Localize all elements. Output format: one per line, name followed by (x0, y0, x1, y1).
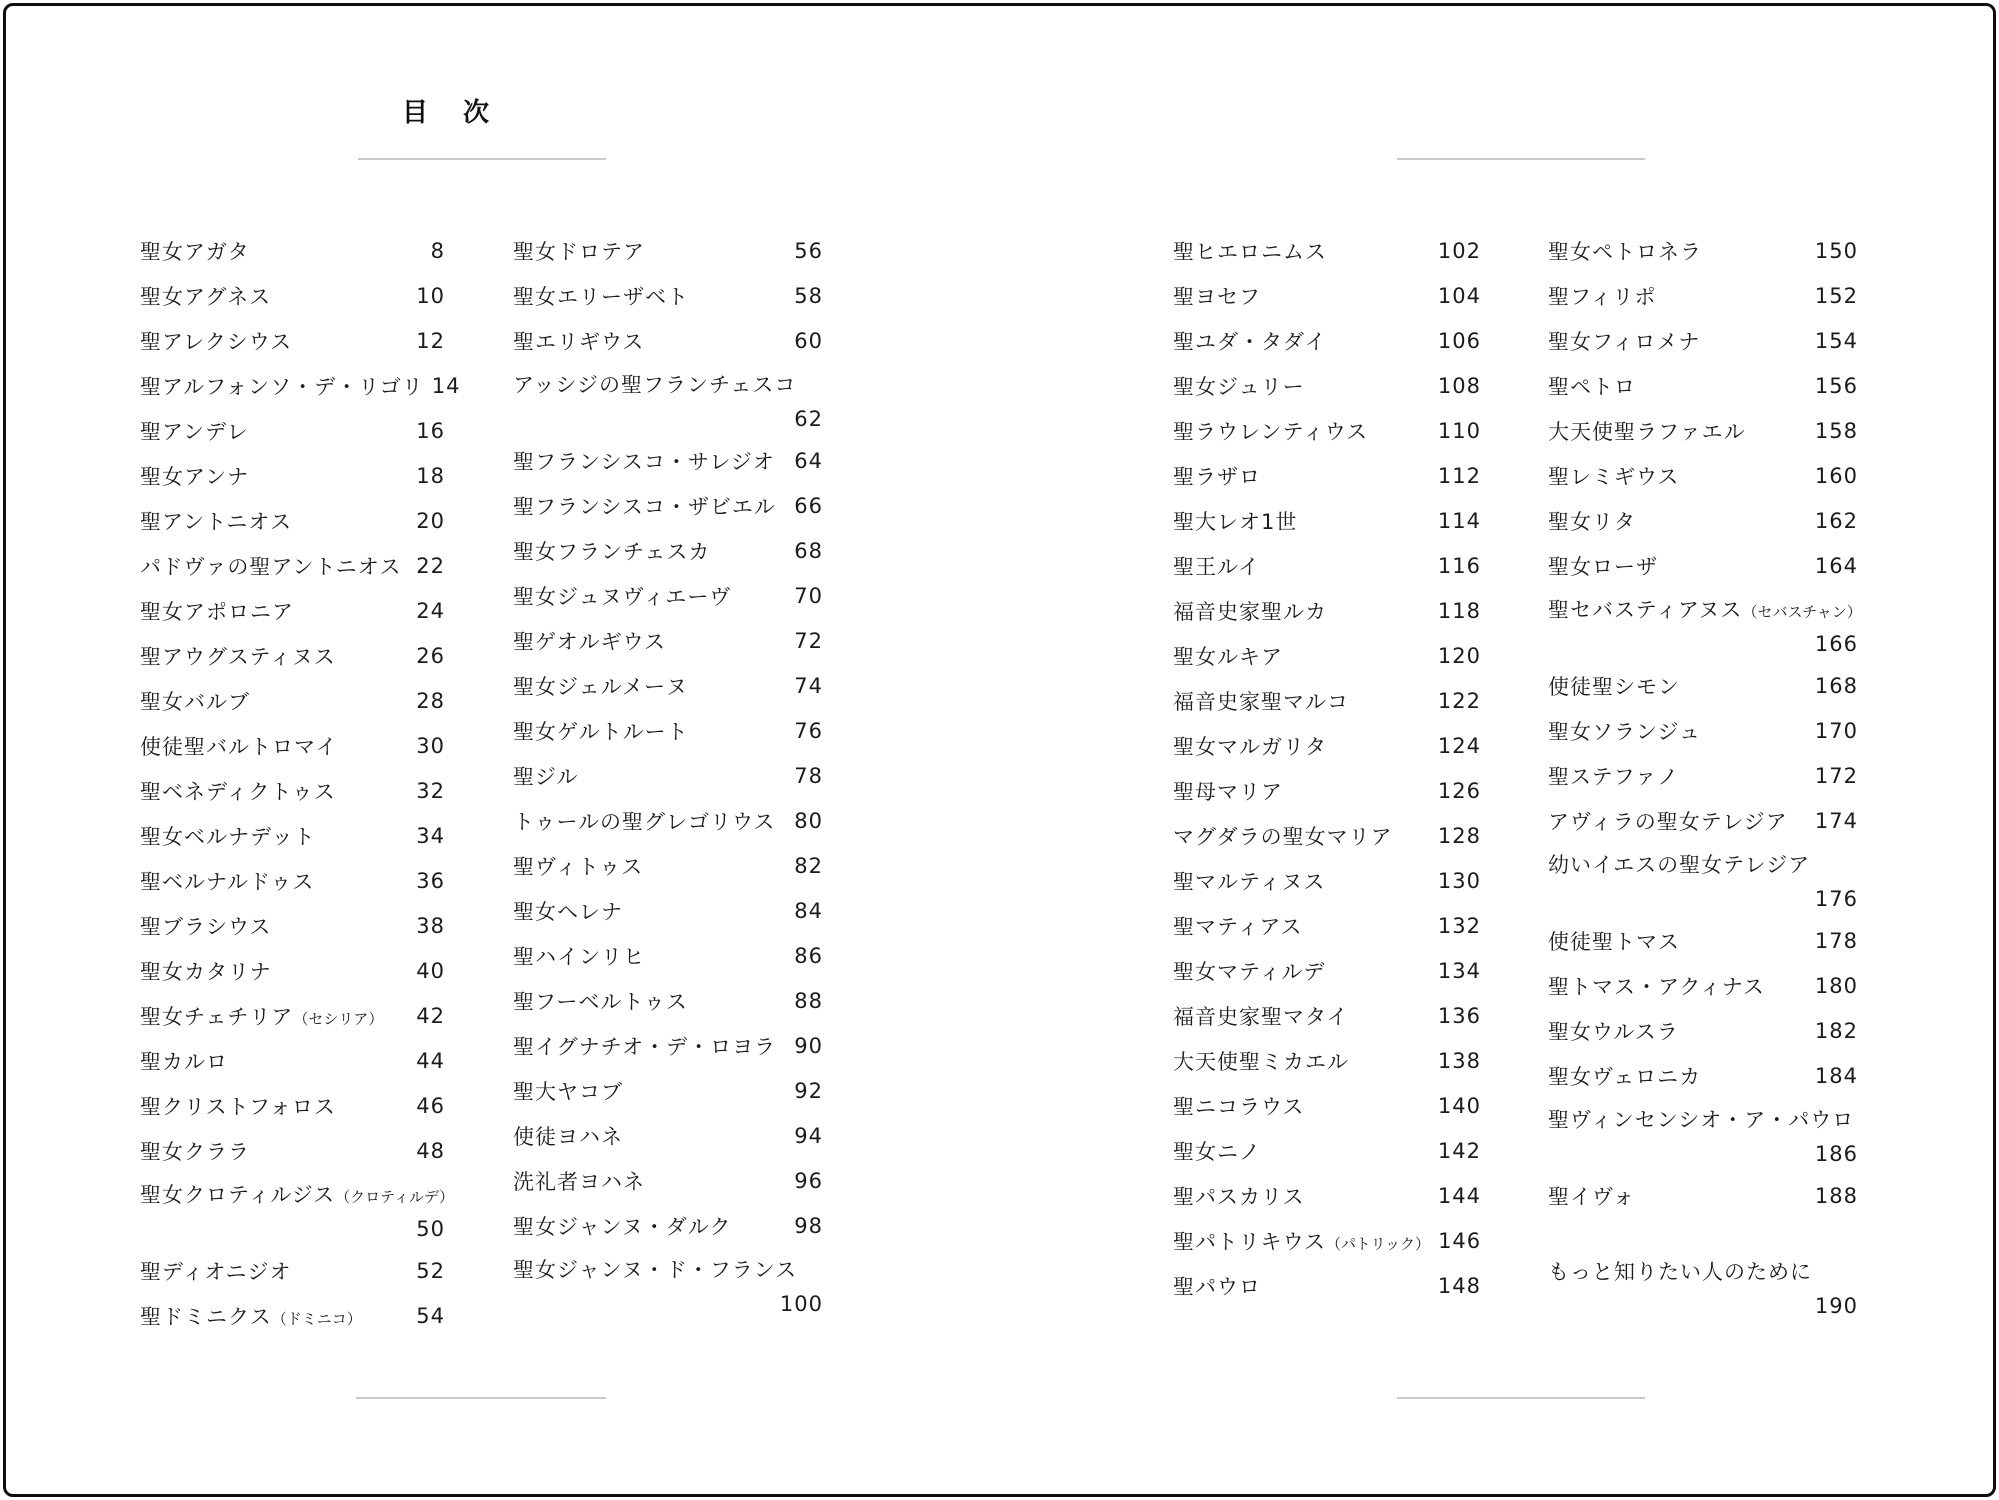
toc-entry (1173, 633, 1481, 678)
entry-page: 108 (1437, 373, 1481, 398)
entry-name: 聖ディオニジオ (140, 1259, 292, 1284)
entry-name: 聖女ベルナデット (140, 824, 316, 849)
entry-name: 聖フーベルトゥス (513, 989, 688, 1014)
entry-page: 140 (1437, 1093, 1481, 1118)
entry-name: 聖ヴィンセンシオ・ア・パウロ (1548, 1108, 1855, 1132)
entry-page: 144 (1437, 1183, 1481, 1208)
toc-entry (1173, 768, 1481, 813)
toc-entry (1548, 753, 1858, 798)
entry-name: 聖クリストフォロス (140, 1094, 336, 1119)
toc-entry (513, 843, 823, 888)
entry-page: 162 (1814, 508, 1858, 533)
toc-entry (1173, 363, 1481, 408)
entry-name: 聖ゲオルギウス (513, 629, 666, 654)
entry-name: 聖ヒエロニムス (1173, 239, 1327, 264)
entry-page: 20 (416, 508, 445, 533)
toc-entry (140, 318, 445, 363)
entry-page: 102 (1437, 238, 1481, 263)
toc-entry (513, 438, 823, 483)
entry-page: 174 (1814, 808, 1858, 833)
page-title: 目 次 (402, 98, 503, 128)
entry-page: 100 (779, 1292, 823, 1316)
entry-name: 聖ユダ・タダイ (1173, 329, 1327, 354)
entry-page: 18 (416, 463, 445, 488)
entry-page: 70 (794, 583, 823, 608)
entry-name: アッシジの聖フランチェスコ (513, 373, 797, 397)
entry-name: 聖大レオ1世 (1173, 509, 1298, 534)
entry-name: 使徒聖トマス (1548, 929, 1680, 954)
toc-entry (1173, 543, 1481, 588)
toc-entry (1173, 408, 1481, 453)
toc-entry (1173, 228, 1481, 273)
entry-page: 116 (1437, 553, 1481, 578)
toc-entry (140, 273, 445, 318)
toc-entry (140, 813, 445, 858)
entry-page: 124 (1437, 733, 1481, 758)
entry-name: 聖女バルブ (140, 689, 250, 714)
entry-page: 46 (416, 1093, 445, 1118)
entry-page: 50 (416, 1217, 445, 1241)
entry-page: 90 (794, 1033, 823, 1058)
entry-page: 126 (1437, 778, 1481, 803)
entry-name: 聖パトリキウス (1173, 1229, 1326, 1254)
entry-page: 114 (1437, 508, 1481, 533)
entry-page: 154 (1814, 328, 1858, 353)
toc-entry (140, 1248, 445, 1293)
toc-entry (140, 1128, 445, 1173)
entry-name: 聖ハインリヒ (513, 944, 645, 969)
entry-name: 聖女アグネス (140, 284, 272, 309)
entry-page: 42 (416, 1003, 445, 1028)
toc-entry (1173, 1263, 1481, 1308)
toc-entry (513, 1023, 823, 1068)
entry-name: 聖女エリーザベト (513, 284, 689, 309)
entry-name: パドヴァの聖アントニオス (140, 554, 402, 579)
divider-line-left-top (358, 158, 606, 160)
entry-page: 128 (1437, 823, 1481, 848)
toc-entry (1173, 903, 1481, 948)
entry-page: 106 (1437, 328, 1481, 353)
entry-page: 110 (1437, 418, 1481, 443)
entry-page: 186 (1814, 1142, 1858, 1166)
toc-entry (140, 408, 445, 453)
entry-name: アヴィラの聖女テレジア (1548, 809, 1788, 834)
entry-name: 聖女ルキア (1173, 644, 1283, 669)
entry-page: 10 (416, 283, 445, 308)
divider-line-left-bottom (356, 1397, 606, 1399)
toc-entry (1548, 798, 1858, 843)
entry-name: 聖女クロティルジス (140, 1183, 336, 1207)
toc-entry (140, 948, 445, 993)
entry-page: 12 (416, 328, 445, 353)
toc-column-3 (1173, 228, 1481, 1308)
toc-entry (513, 228, 823, 273)
entry-page: 82 (794, 853, 823, 878)
entry-page: 180 (1814, 973, 1858, 998)
entry-name: 聖ドミニクス (140, 1304, 272, 1329)
entry-page: 54 (416, 1303, 445, 1328)
toc-entry (1548, 588, 1862, 663)
toc-entry (140, 1038, 445, 1083)
entry-page: 136 (1437, 1003, 1481, 1028)
toc-entry (1173, 1083, 1481, 1128)
toc-entry (513, 888, 823, 933)
entry-page: 146 (1438, 1228, 1482, 1253)
toc-entry (513, 978, 823, 1023)
entry-page: 58 (794, 283, 823, 308)
toc-entry (1173, 1173, 1481, 1218)
entry-name: マグダラの聖女マリア (1173, 824, 1393, 849)
entry-page: 148 (1437, 1273, 1481, 1298)
entry-name: 聖マルティヌス (1173, 869, 1326, 894)
entry-page: 182 (1814, 1018, 1858, 1043)
entry-page: 74 (794, 673, 823, 698)
toc-entry (1548, 663, 1858, 708)
toc-entry (1548, 918, 1858, 963)
entry-name: 聖女ゲルトルート (513, 719, 689, 744)
toc-entry (1548, 1008, 1858, 1053)
entry-page: 92 (794, 1078, 823, 1103)
entry-name: 聖女フィロメナ (1548, 329, 1701, 354)
toc-entry (1173, 993, 1481, 1038)
entry-name: 聖女ウルスラ (1548, 1019, 1679, 1044)
entry-name: 聖トマス・アクィナス (1548, 974, 1765, 999)
entry-name: 聖女アポロニア (140, 599, 294, 624)
entry-page: 30 (416, 733, 445, 758)
entry-page: 14 (431, 373, 461, 398)
entry-page: 170 (1814, 718, 1858, 743)
entry-page: 178 (1814, 928, 1858, 953)
toc-entry (513, 318, 823, 363)
entry-name: 聖アンデレ (140, 419, 249, 444)
entry-name: 聖女マティルデ (1173, 959, 1326, 984)
entry-name: 聖女ヘレナ (513, 899, 623, 924)
entry-name: 使徒ヨハネ (513, 1124, 623, 1149)
toc-entry (1548, 408, 1858, 453)
entry-name: 聖ベネディクトゥス (140, 779, 336, 804)
entry-name: 大天使聖ミカエル (1173, 1049, 1349, 1074)
toc-entry (140, 1293, 445, 1338)
entry-page: 120 (1437, 643, 1481, 668)
entry-page: 66 (794, 493, 823, 518)
entry-page: 36 (416, 868, 445, 893)
entry-name: 使徒聖バルトロマイ (140, 734, 338, 759)
entry-name: 聖女ジャンヌ・ド・フランス (513, 1258, 798, 1282)
entry-page: 76 (794, 718, 823, 743)
toc-entry (513, 618, 823, 663)
entry-page: 48 (416, 1138, 445, 1163)
toc-column-1 (140, 228, 461, 1338)
entry-note: （セバスチャン） (1742, 603, 1862, 621)
toc-entry (140, 858, 445, 903)
toc-entry (513, 753, 823, 798)
entry-page: 130 (1437, 868, 1481, 893)
toc-entry (140, 228, 445, 273)
entry-name: 聖女ヴェロニカ (1548, 1064, 1702, 1089)
entry-page: 176 (1814, 887, 1858, 911)
entry-name: 聖アレクシウス (140, 329, 293, 354)
entry-page: 24 (416, 598, 445, 623)
toc-entry (1548, 543, 1858, 588)
entry-name: 聖女チェチリア (140, 1004, 294, 1029)
toc-entry (513, 663, 823, 708)
entry-name: 大天使聖ラファエル (1548, 419, 1746, 444)
entry-note: （ドミニコ） (271, 1309, 362, 1328)
entry-name: 聖アルフォンソ・デ・リゴリ (140, 374, 424, 399)
entry-name: 聖パスカリス (1173, 1184, 1305, 1209)
entry-name: もっと知りたい人のために (1548, 1260, 1812, 1284)
toc-entry (1173, 588, 1481, 633)
entry-name: 聖女ジュリー (1173, 374, 1305, 399)
entry-name: 洗礼者ヨハネ (513, 1169, 645, 1194)
entry-page: 164 (1814, 553, 1858, 578)
entry-name: 聖女アガタ (140, 239, 250, 264)
entry-name: 聖アウグスティヌス (140, 644, 336, 669)
entry-note: （パトリック） (1325, 1234, 1431, 1253)
entry-page: 26 (416, 643, 445, 668)
toc-entry (513, 1113, 823, 1158)
toc-entry (1548, 1250, 1858, 1325)
toc-entry (1548, 963, 1858, 1008)
toc-entry (1548, 498, 1858, 543)
entry-name: 聖女ニノ (1173, 1139, 1261, 1164)
entry-page: 156 (1814, 373, 1858, 398)
entry-page: 190 (1814, 1294, 1858, 1318)
toc-entry (1548, 273, 1858, 318)
entry-name: 聖セバスティアヌス (1548, 598, 1743, 622)
divider-line-right-bottom (1397, 1397, 1645, 1399)
entry-name: 聖イグナチオ・デ・ロヨラ (513, 1034, 777, 1059)
entry-page: 158 (1814, 418, 1858, 443)
toc-entry (513, 573, 823, 618)
entry-page: 62 (794, 407, 823, 431)
toc-entry (140, 363, 461, 408)
entry-page: 122 (1437, 688, 1481, 713)
toc-entry (1548, 453, 1858, 498)
entry-name: 福音史家聖ルカ (1173, 599, 1327, 624)
entry-name: 聖女ローザ (1548, 554, 1658, 579)
entry-name: 聖パウロ (1173, 1274, 1261, 1299)
entry-name: 聖フィリポ (1548, 284, 1657, 309)
entry-name: 聖ジル (513, 764, 579, 789)
entry-page: 132 (1437, 913, 1481, 938)
divider-line-right-top (1397, 158, 1645, 160)
toc-entry (1548, 228, 1858, 273)
entry-name: 使徒聖シモン (1548, 674, 1680, 699)
toc-entry (1173, 1128, 1481, 1173)
entry-page: 172 (1814, 763, 1858, 788)
entry-page: 134 (1437, 958, 1481, 983)
toc-entry (513, 798, 823, 843)
entry-note: （セシリア） (293, 1009, 384, 1028)
toc-entry (140, 453, 445, 498)
toc-entry (140, 498, 445, 543)
toc-entry (1173, 1218, 1481, 1263)
entry-name: 聖女カタリナ (140, 959, 272, 984)
toc-entry (513, 1158, 823, 1203)
toc-entry (513, 1248, 823, 1323)
entry-name: 聖イヴォ (1548, 1184, 1636, 1209)
entry-page: 32 (416, 778, 445, 803)
toc-entry (513, 273, 823, 318)
entry-name: 聖女ジェルメーヌ (513, 674, 688, 699)
entry-name: 聖ヨセフ (1173, 284, 1261, 309)
entry-name: 聖アントニオス (140, 509, 293, 534)
entry-page: 8 (430, 238, 445, 263)
entry-name: 幼いイエスの聖女テレジア (1548, 853, 1811, 877)
entry-page: 28 (416, 688, 445, 713)
toc-entry (1548, 318, 1858, 363)
entry-page: 188 (1814, 1183, 1858, 1208)
entry-page: 64 (794, 448, 823, 473)
toc-entry (1548, 363, 1858, 408)
entry-name: 聖女ドロテア (513, 239, 645, 264)
entry-name: 聖カルロ (140, 1049, 228, 1074)
entry-note: （クロティルデ） (335, 1188, 454, 1206)
toc-entry (1173, 858, 1481, 903)
toc-entry (1548, 1173, 1858, 1218)
entry-name: 聖母マリア (1173, 779, 1283, 804)
entry-name: 聖女ジュヌヴィエーヴ (513, 584, 732, 609)
entry-page: 52 (416, 1258, 445, 1283)
entry-name: 聖王ルイ (1173, 554, 1260, 579)
entry-page: 60 (794, 328, 823, 353)
entry-page: 98 (794, 1213, 823, 1238)
entry-name: 聖ステファノ (1548, 764, 1680, 789)
entry-page: 38 (416, 913, 445, 938)
entry-name: 聖女ペトロネラ (1548, 239, 1702, 264)
entry-page: 142 (1437, 1138, 1481, 1163)
entry-page: 86 (794, 943, 823, 968)
entry-page: 44 (416, 1048, 445, 1073)
toc-entry (1173, 723, 1481, 768)
entry-page: 96 (794, 1168, 823, 1193)
toc-entry (1548, 708, 1858, 753)
toc-entry (140, 903, 445, 948)
toc-entry (1548, 1098, 1858, 1173)
toc-entry (1173, 453, 1481, 498)
entry-page: 88 (794, 988, 823, 1013)
entry-page: 22 (416, 553, 445, 578)
entry-page: 104 (1437, 283, 1481, 308)
entry-page: 168 (1814, 673, 1858, 698)
entry-name: 福音史家聖マタイ (1173, 1004, 1349, 1029)
entry-name: 聖女フランチェスカ (513, 539, 711, 564)
entry-page: 40 (416, 958, 445, 983)
toc-entry (513, 708, 823, 753)
entry-page: 78 (794, 763, 823, 788)
entry-name: 聖マティアス (1173, 914, 1303, 939)
toc-entry (140, 1173, 454, 1248)
entry-page: 184 (1814, 1063, 1858, 1088)
toc-entry (1173, 498, 1481, 543)
toc-entry (1173, 273, 1481, 318)
entry-name: 聖ニコラウス (1173, 1094, 1305, 1119)
entry-name: 聖女リタ (1548, 509, 1636, 534)
entry-name: 福音史家聖マルコ (1173, 689, 1349, 714)
toc-entry (140, 768, 445, 813)
entry-name: 聖女アンナ (140, 464, 250, 489)
toc-column-4 (1548, 228, 1862, 1325)
toc-entry (1173, 948, 1481, 993)
entry-name: 聖フランシスコ・サレジオ (513, 449, 775, 474)
toc-entry (513, 933, 823, 978)
entry-page: 94 (794, 1123, 823, 1148)
entry-name: 聖ベルナルドゥス (140, 869, 315, 894)
entry-name: 聖女ソランジュ (1548, 719, 1702, 744)
toc-entry (513, 363, 823, 438)
entry-name: 聖ヴィトゥス (513, 854, 644, 879)
entry-page: 84 (794, 898, 823, 923)
entry-name: 聖フランシスコ・ザビエル (513, 494, 776, 519)
entry-page: 166 (1814, 632, 1858, 656)
toc-entry (1548, 1053, 1858, 1098)
entry-name: 聖ペトロ (1548, 374, 1636, 399)
toc-entry (140, 723, 445, 768)
entry-page: 150 (1814, 238, 1858, 263)
toc-entry (140, 993, 445, 1038)
entry-name: 聖大ヤコブ (513, 1079, 623, 1104)
toc-entry (513, 483, 823, 528)
toc-entry (140, 588, 445, 633)
toc-entry (513, 528, 823, 573)
entry-page: 138 (1437, 1048, 1481, 1073)
entry-name: 聖エリギウス (513, 329, 645, 354)
entry-name: 聖ラウレンティウス (1173, 419, 1369, 444)
entry-page: 80 (794, 808, 823, 833)
toc-entry (1173, 318, 1481, 363)
toc-entry (1548, 843, 1858, 918)
entry-page: 68 (794, 538, 823, 563)
toc-entry (140, 543, 445, 588)
toc-entry (140, 678, 445, 723)
toc-column-2 (513, 228, 823, 1323)
entry-name: 聖ラザロ (1173, 464, 1261, 489)
entry-page: 16 (416, 418, 445, 443)
toc-entry (1173, 813, 1481, 858)
entry-name: 聖女マルガリタ (1173, 734, 1327, 759)
toc-entry (1173, 678, 1481, 723)
entry-page: 118 (1437, 598, 1481, 623)
toc-entry (140, 633, 445, 678)
entry-page: 160 (1814, 463, 1858, 488)
entry-page: 34 (416, 823, 445, 848)
toc-entry (1173, 1038, 1481, 1083)
entry-name: トゥールの聖グレゴリウス (513, 809, 776, 834)
toc-entry (513, 1203, 823, 1248)
entry-page: 112 (1437, 463, 1481, 488)
entry-name: 聖レミギウス (1548, 464, 1680, 489)
entry-name: 聖女ジャンヌ・ダルク (513, 1214, 732, 1239)
entry-name: 聖ブラシウス (140, 914, 272, 939)
toc-entry (140, 1083, 445, 1128)
toc-entry (513, 1068, 823, 1113)
entry-page: 56 (794, 238, 823, 263)
entry-page: 152 (1814, 283, 1858, 308)
entry-name: 聖女クララ (140, 1139, 250, 1164)
entry-page: 72 (794, 628, 823, 653)
